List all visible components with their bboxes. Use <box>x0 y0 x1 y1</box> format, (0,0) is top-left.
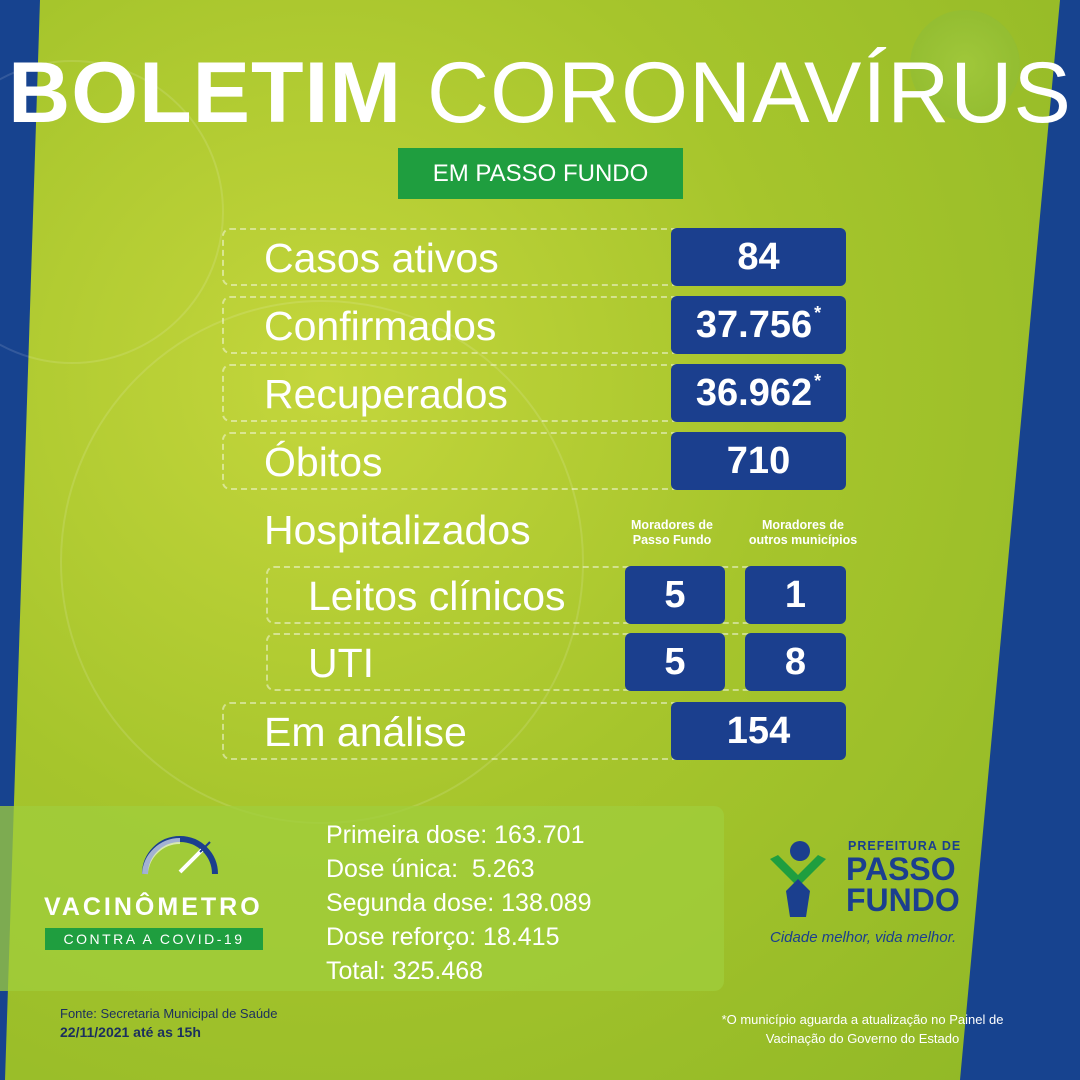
vaccination-figures <box>326 818 592 988</box>
title-bold: BOLETIM <box>8 45 403 141</box>
obitos-label: Óbitos <box>264 439 383 485</box>
title-light: CORONAVÍRUS <box>426 45 1072 141</box>
vaccine-line: Segunda dose: 138.089 <box>326 889 592 917</box>
vaccine-line: Primeira dose: 163.701 <box>326 821 585 849</box>
casos-ativos-label: Casos ativos <box>264 235 499 281</box>
uti-label: UTI <box>308 640 375 686</box>
casos-ativos-value: 84 <box>671 228 846 286</box>
confirmados-label: Confirmados <box>264 303 497 349</box>
vaccine-line: Dose única: 5.263 <box>326 855 535 883</box>
asterisk-mark: * <box>814 302 822 323</box>
em-analise-value: 154 <box>671 702 846 760</box>
uti-outros-value: 8 <box>745 633 846 691</box>
logo-tagline: Cidade melhor, vida melhor. <box>770 929 957 946</box>
vacinometro-title: VACINÔMETRO <box>44 893 263 921</box>
location-badge: EM PASSO FUNDO <box>398 148 683 199</box>
source-note <box>60 1004 278 1042</box>
vaccine-line: Total: 325.468 <box>326 957 484 985</box>
hospitalizados-label: Hospitalizados <box>264 507 531 553</box>
leitos-label: Leitos clínicos <box>308 573 566 619</box>
obitos-value: 710 <box>671 432 846 490</box>
logo-name: PASSO FUNDO <box>846 851 960 918</box>
vacinometro-subtitle: CONTRA A COVID-19 <box>45 928 263 950</box>
em-analise-label: Em análise <box>264 709 467 755</box>
footnote: *O município aguarda a atualização no Painel de Vacinação do Governo do Estado <box>721 1012 1004 1046</box>
page-title <box>0 45 1080 141</box>
logo-small-text: PREFEITURA DE <box>848 839 962 853</box>
confirmados-value: 37.756 * <box>671 296 846 354</box>
vaccine-line: Dose reforço: 18.415 <box>326 923 560 951</box>
syringe-gauge-icon <box>140 836 220 876</box>
column-header-outros: Moradores de outros municípios <box>748 518 858 547</box>
source-text: Fonte: Secretaria Municipal de Saúde <box>60 1006 278 1021</box>
leitos-outros-value: 1 <box>745 566 846 624</box>
recuperados-label: Recuperados <box>264 371 508 417</box>
source-date: 22/11/2021 até as 15h <box>60 1024 201 1040</box>
asterisk-mark: * <box>814 370 822 391</box>
leitos-local-value: 5 <box>625 566 725 624</box>
column-header-local: Moradores de Passo Fundo <box>631 518 713 547</box>
uti-local-value: 5 <box>625 633 725 691</box>
recuperados-value: 36.962 * <box>671 364 846 422</box>
